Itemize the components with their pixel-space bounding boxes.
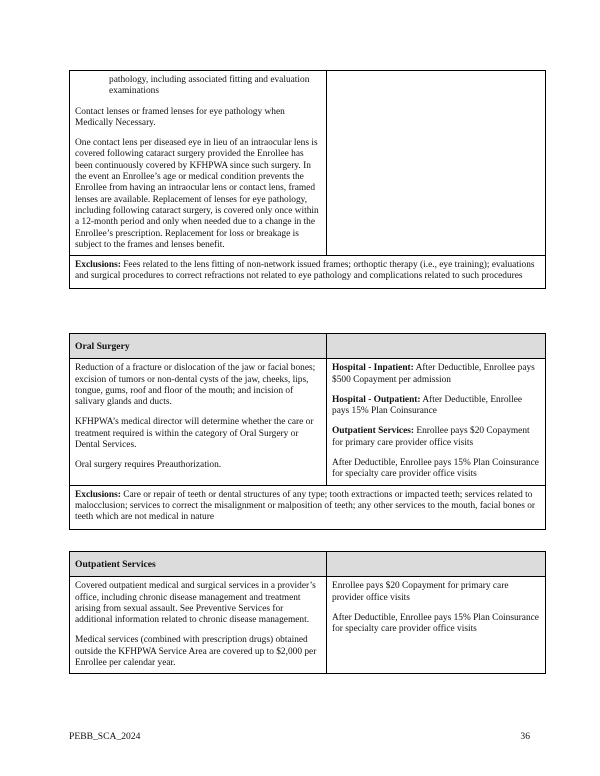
oral-surgery-desc-2: KFHPWA’s medical director will determine whether the care or treatment required is within the category of Oral Surgery or Dental Services.: [75, 417, 314, 451]
specialty-care-cost: After Deductible, Enrollee pays 15% Plan Coinsurance for specialty care provider office visits: [332, 612, 539, 635]
outpatient-text: After Deductible, Enrollee pays 15% Plan Coinsurance: [332, 394, 523, 417]
vision-benefit-row: [70, 71, 545, 256]
oral-surgery-exclusions-row: [70, 486, 545, 529]
primary-care-cost: Enrollee pays $20 Copayment for primary care provider office visits: [332, 581, 509, 603]
vision-exclusions: [70, 256, 545, 288]
oral-surgery-benefit-row: [70, 359, 545, 485]
outpatient-services-desc-1: Covered outpatient medical and surgical services in a provider’s office, including chronic disease management and treatment arising from sexual assault. See Preventive Services for additional information related to chronic disease management.: [75, 581, 316, 626]
one-lens-text: One contact lens per diseased eye in lieu of an intraocular lens is covered following cataract surgery provided the Enrollee has been continuously covered by KFHPWA since such surgery. In the event an Enrollee’s age or medical condition prevents the Enrollee from having an intraocular lens or contact lens, framed lenses are available. Replacement of lenses for eye pathology, including following cataract surgery, is covered only once within a 12-month period and only when needed due to a change in the Enrollee’s prescription. Replacement for loss or breakage is subject to the frames and lenses benefit.: [75, 138, 319, 250]
inpatient-text: After Deductible, Enrollee pays $500 Copayment per admission: [332, 363, 535, 385]
outpatient-services-cost: [332, 426, 540, 449]
outpatient-services-header: [70, 552, 545, 577]
exclusions-label: Exclusions:: [75, 260, 121, 271]
footer-doc-id: PEBB_SCA_2024: [69, 731, 141, 742]
outpatient-services-cost-cell: [327, 577, 545, 673]
oral-surgery-exclusions: [70, 486, 545, 529]
footer-page-number: 36: [520, 731, 530, 742]
vision-description-cell: [70, 71, 327, 255]
oral-surgery-header-blank: [327, 334, 545, 358]
outpatient-label: Hospital - Outpatient:: [332, 394, 421, 405]
outpatient-services-desc-2: Medical services (combined with prescription drugs) obtained outside the KFHPWA Service Area are covered up to $2,000 per Enrollee per calendar year.: [75, 635, 317, 669]
oral-surgery-description-cell: [70, 359, 327, 484]
oral-surgery-desc-1: Reduction of a fracture or dislocation of the jaw or facial bones; excision of tumors or non-dental cysts of the jaw, cheeks, lips, tongue, gums, roof and floor of the mouth; and incision of salivary glands and ducts.: [75, 363, 316, 408]
vision-carryover-text: pathology, including associated fitting and evaluation examinations: [109, 75, 310, 97]
oral-surgery-exclusions-text: Care or repair of teeth or dental structures of any type; tooth extractions or impacted teeth; services related to malocclusion; services to correct the misalignment or malposition of teeth; any other services to the mouth, facial bones or teeth which are not medical in nature: [75, 489, 536, 523]
outpatient-services-title: Outpatient Services: [70, 552, 327, 576]
outpatient-services-text: Enrollee pays $20 Copayment for primary care provider office visits: [332, 426, 530, 448]
vision-exclusions-text: Fees related to the lens fitting of non-network issued frames; orthoptic therapy (i.e., eye training); evaluations and surgical procedures to correct refractions not related to eye pathology and complications related to such procedures: [75, 260, 535, 282]
oral-surgery-cost-cell: [327, 359, 545, 484]
exclusions-label: Exclusions:: [75, 489, 121, 500]
outpatient-services-header-blank: [327, 552, 545, 576]
inpatient-label: Hospital - Inpatient:: [332, 363, 414, 374]
vision-benefits-table: [69, 70, 546, 289]
vision-cost-cell: [327, 71, 545, 255]
outpatient-services-benefit-row: [70, 577, 545, 673]
oral-surgery-title: Oral Surgery: [70, 334, 327, 358]
oral-surgery-header: [70, 334, 545, 359]
inpatient-cost: [332, 363, 540, 386]
specialty-cost: After Deductible, Enrollee pays 15% Plan Coinsurance for specialty care provider office visits: [332, 458, 539, 480]
contact-lenses-text: Contact lenses or framed lenses for eye pathology when Medically Necessary.: [75, 106, 285, 128]
outpatient-services-description-cell: [70, 577, 327, 673]
vision-exclusions-row: [70, 256, 545, 288]
oral-surgery-desc-3: Oral surgery requires Preauthorization.: [75, 460, 222, 471]
oral-surgery-table: [69, 333, 546, 530]
outpatient-services-table: [69, 551, 546, 674]
outpatient-cost: [332, 395, 540, 418]
outpatient-services-label: Outpatient Services:: [332, 426, 415, 437]
